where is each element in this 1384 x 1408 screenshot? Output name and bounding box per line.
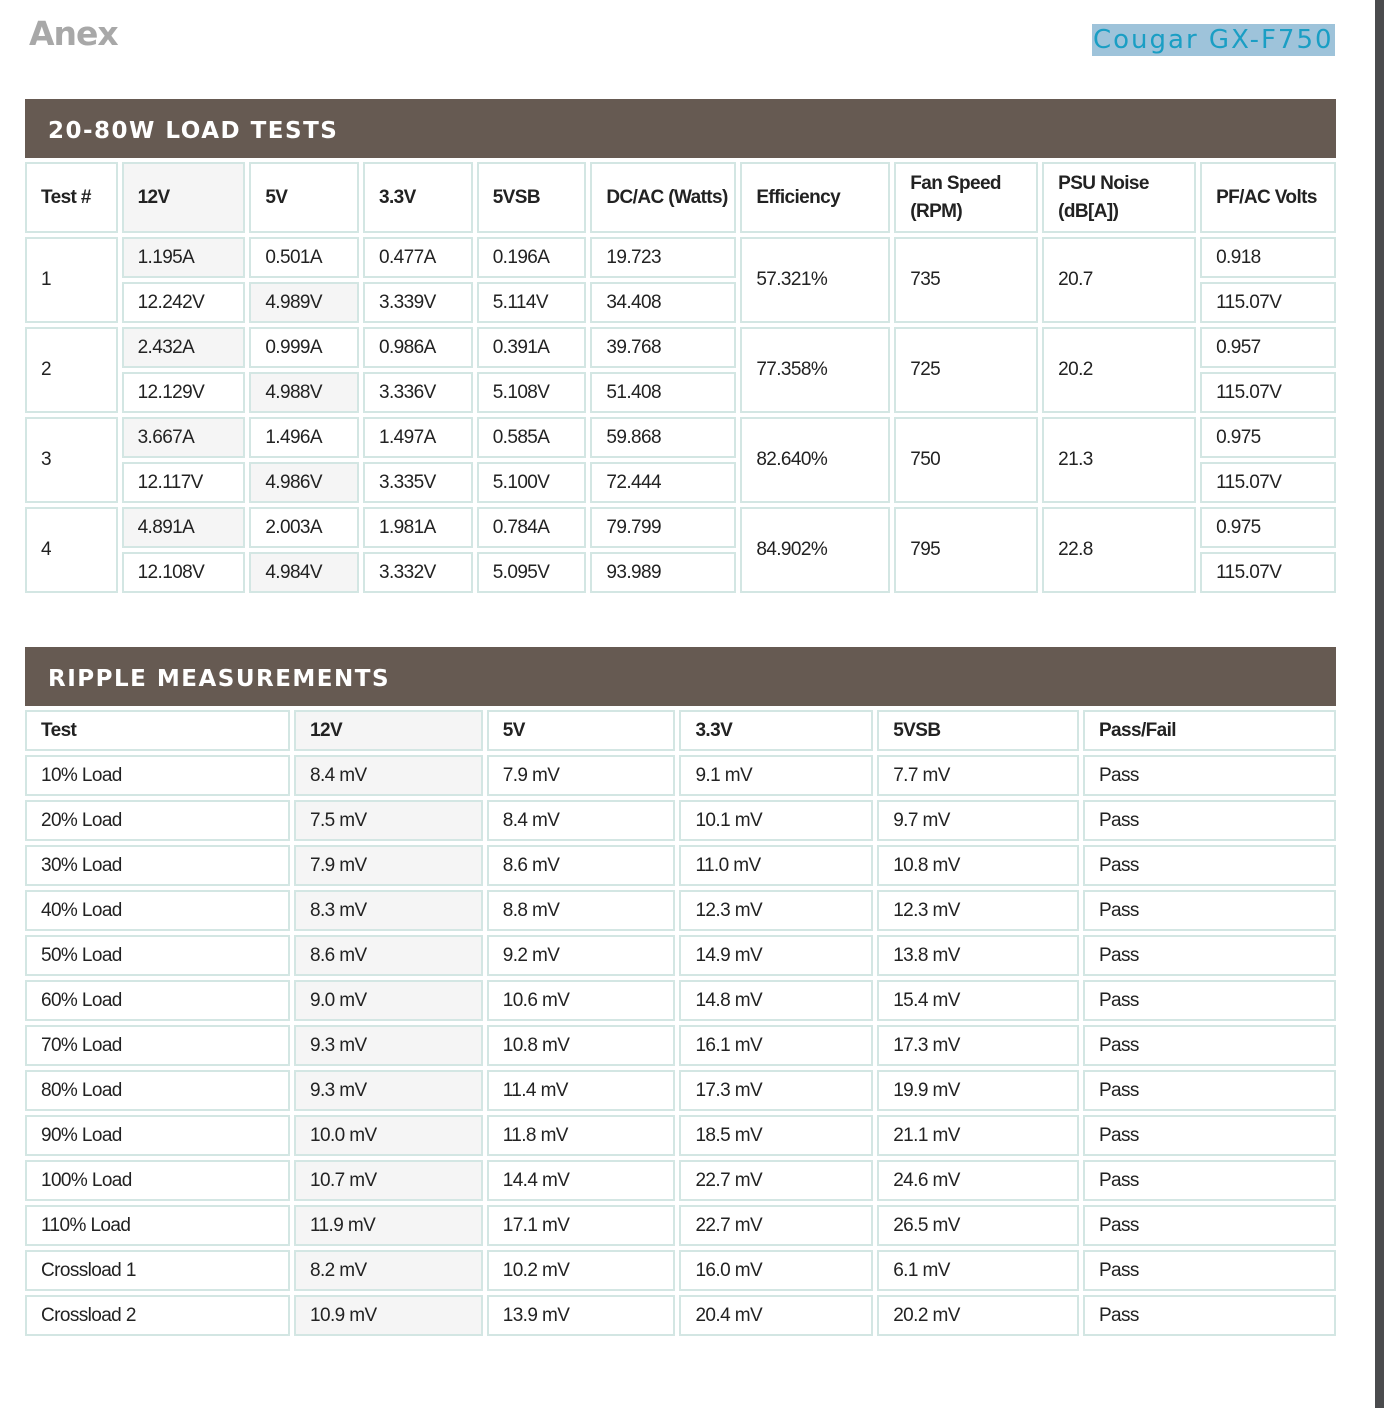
amps-cell: 1.496A: [249, 417, 359, 458]
ripple-cell: 8.3 mV: [294, 890, 483, 931]
pass-fail-cell: Pass: [1083, 845, 1336, 886]
column-header: PSU Noise (dB[A]): [1042, 162, 1196, 233]
volts-cell: 5.095V: [477, 552, 587, 593]
volts-cell: 3.335V: [363, 462, 473, 503]
amps-cell: 2.003A: [249, 507, 359, 548]
ripple-cell: 8.8 mV: [487, 890, 676, 931]
product-model: Cougar GX-F750: [1093, 25, 1334, 55]
column-header: DC/AC (Watts): [590, 162, 736, 233]
load-tests-table: [21, 158, 1340, 597]
table-row: [25, 1115, 1336, 1156]
ripple-cell: 17.3 mV: [877, 1025, 1079, 1066]
amps-cell: 59.868: [590, 417, 736, 458]
ripple-cell: 21.1 mV: [877, 1115, 1079, 1156]
ripple-cell: 10.6 mV: [487, 980, 676, 1021]
ripple-cell: 11.9 mV: [294, 1205, 483, 1246]
volts-cell: 4.988V: [249, 372, 359, 413]
test-label: Crossload 1: [25, 1250, 290, 1291]
amps-cell: 3.667A: [122, 417, 246, 458]
volts-cell: 5.108V: [477, 372, 587, 413]
column-header: 12V: [122, 162, 246, 233]
test-number: 3: [25, 417, 118, 503]
column-header: Test #: [25, 162, 118, 233]
fan-speed-cell: 795: [894, 507, 1038, 593]
amps-cell: 0.986A: [363, 327, 473, 368]
load-tests-heading: 20-80W LOAD TESTS: [25, 99, 1336, 158]
ripple-cell: 10.7 mV: [294, 1160, 483, 1201]
table-row: [25, 845, 1336, 886]
volts-cell: 3.332V: [363, 552, 473, 593]
ripple-cell: 14.4 mV: [487, 1160, 676, 1201]
ripple-cell: 20.2 mV: [877, 1295, 1079, 1336]
volts-cell: 3.339V: [363, 282, 473, 323]
test-number: 1: [25, 237, 118, 323]
table-row: [25, 1025, 1336, 1066]
table-row: [25, 1250, 1336, 1291]
table-row: [25, 1070, 1336, 1111]
ripple-cell: 20.4 mV: [679, 1295, 873, 1336]
efficiency-cell: 77.358%: [740, 327, 890, 413]
ripple-cell: 8.6 mV: [487, 845, 676, 886]
volts-cell: 4.989V: [249, 282, 359, 323]
test-label: 70% Load: [25, 1025, 290, 1066]
ripple-cell: 11.0 mV: [679, 845, 873, 886]
ripple-cell: 24.6 mV: [877, 1160, 1079, 1201]
ripple-table: [21, 706, 1340, 1340]
ripple-cell: 10.9 mV: [294, 1295, 483, 1336]
amps-cell: 39.768: [590, 327, 736, 368]
pass-fail-cell: Pass: [1083, 1025, 1336, 1066]
pass-fail-cell: Pass: [1083, 1070, 1336, 1111]
amps-cell: 0.196A: [477, 237, 587, 278]
ripple-cell: 16.0 mV: [679, 1250, 873, 1291]
ripple-cell: 8.6 mV: [294, 935, 483, 976]
volts-cell: 5.114V: [477, 282, 587, 323]
ripple-cell: 17.3 mV: [679, 1070, 873, 1111]
test-label: 20% Load: [25, 800, 290, 841]
test-number: 4: [25, 507, 118, 593]
test-label: 90% Load: [25, 1115, 290, 1156]
volts-cell: 72.444: [590, 462, 736, 503]
fan-speed-cell: 735: [894, 237, 1038, 323]
ripple-cell: 26.5 mV: [877, 1205, 1079, 1246]
amps-cell: 2.432A: [122, 327, 246, 368]
table-row: [25, 800, 1336, 841]
ripple-cell: 22.7 mV: [679, 1205, 873, 1246]
pass-fail-cell: Pass: [1083, 1250, 1336, 1291]
test-label: 110% Load: [25, 1205, 290, 1246]
pass-fail-cell: Pass: [1083, 935, 1336, 976]
pass-fail-cell: Pass: [1083, 755, 1336, 796]
scrollbar[interactable]: [1375, 0, 1384, 1408]
volts-cell: 5.100V: [477, 462, 587, 503]
ripple-cell: 7.9 mV: [487, 755, 676, 796]
amps-cell: 1.497A: [363, 417, 473, 458]
pass-fail-cell: Pass: [1083, 890, 1336, 931]
power-factor-cell: 0.918: [1200, 237, 1336, 278]
column-header: 5V: [249, 162, 359, 233]
amps-cell: 0.784A: [477, 507, 587, 548]
ripple-cell: 15.4 mV: [877, 980, 1079, 1021]
pass-fail-cell: Pass: [1083, 1160, 1336, 1201]
pass-fail-cell: Pass: [1083, 1115, 1336, 1156]
ripple-cell: 7.9 mV: [294, 845, 483, 886]
ripple-cell: 7.7 mV: [877, 755, 1079, 796]
table-row: [25, 1160, 1336, 1201]
ripple-cell: 10.8 mV: [877, 845, 1079, 886]
column-header: 12V: [294, 710, 483, 751]
test-label: 30% Load: [25, 845, 290, 886]
ripple-cell: 22.7 mV: [679, 1160, 873, 1201]
column-header: 5V: [487, 710, 676, 751]
volts-cell: 34.408: [590, 282, 736, 323]
ripple-cell: 16.1 mV: [679, 1025, 873, 1066]
fan-speed-cell: 725: [894, 327, 1038, 413]
table-row: [25, 1205, 1336, 1246]
ripple-cell: 9.0 mV: [294, 980, 483, 1021]
test-label: 10% Load: [25, 755, 290, 796]
table-row: [25, 417, 1336, 458]
amps-cell: 4.891A: [122, 507, 246, 548]
efficiency-cell: 57.321%: [740, 237, 890, 323]
ripple-cell: 18.5 mV: [679, 1115, 873, 1156]
ripple-cell: 10.1 mV: [679, 800, 873, 841]
ripple-cell: 9.2 mV: [487, 935, 676, 976]
volts-cell: 3.336V: [363, 372, 473, 413]
test-label: Crossload 2: [25, 1295, 290, 1336]
ripple-heading: RIPPLE MEASUREMENTS: [25, 647, 1336, 706]
ac-volts-cell: 115.07V: [1200, 552, 1336, 593]
ripple-cell: 13.8 mV: [877, 935, 1079, 976]
column-header: PF/AC Volts: [1200, 162, 1336, 233]
volts-cell: 51.408: [590, 372, 736, 413]
noise-cell: 21.3: [1042, 417, 1196, 503]
column-header: 3.3V: [679, 710, 873, 751]
ripple-cell: 14.9 mV: [679, 935, 873, 976]
noise-cell: 22.8: [1042, 507, 1196, 593]
test-label: 100% Load: [25, 1160, 290, 1201]
table-row: [25, 980, 1336, 1021]
volts-cell: 4.984V: [249, 552, 359, 593]
table-row: [25, 890, 1336, 931]
pass-fail-cell: Pass: [1083, 800, 1336, 841]
amps-cell: 0.477A: [363, 237, 473, 278]
ripple-cell: 9.7 mV: [877, 800, 1079, 841]
ripple-cell: 12.3 mV: [877, 890, 1079, 931]
pass-fail-cell: Pass: [1083, 980, 1336, 1021]
table-row: [25, 935, 1336, 976]
ripple-cell: 19.9 mV: [877, 1070, 1079, 1111]
ripple-cell: 11.4 mV: [487, 1070, 676, 1111]
column-header: Fan Speed (RPM): [894, 162, 1038, 233]
pass-fail-cell: Pass: [1083, 1295, 1336, 1336]
table-row: [25, 1295, 1336, 1336]
power-factor-cell: 0.957: [1200, 327, 1336, 368]
ripple-cell: 14.8 mV: [679, 980, 873, 1021]
table-row: [25, 237, 1336, 278]
volts-cell: 12.129V: [122, 372, 246, 413]
table-row: [25, 507, 1336, 548]
amps-cell: 0.999A: [249, 327, 359, 368]
ripple-cell: 9.3 mV: [294, 1070, 483, 1111]
table-row: [25, 327, 1336, 368]
ripple-cell: 10.2 mV: [487, 1250, 676, 1291]
column-header: 3.3V: [363, 162, 473, 233]
volts-cell: 4.986V: [249, 462, 359, 503]
power-factor-cell: 0.975: [1200, 507, 1336, 548]
table-row: [25, 755, 1336, 796]
ripple-cell: 13.9 mV: [487, 1295, 676, 1336]
amps-cell: 1.195A: [122, 237, 246, 278]
power-factor-cell: 0.975: [1200, 417, 1336, 458]
ripple-cell: 9.1 mV: [679, 755, 873, 796]
fan-speed-cell: 750: [894, 417, 1038, 503]
test-label: 40% Load: [25, 890, 290, 931]
ripple-cell: 11.8 mV: [487, 1115, 676, 1156]
efficiency-cell: 84.902%: [740, 507, 890, 593]
column-header: Test: [25, 710, 290, 751]
ripple-cell: 17.1 mV: [487, 1205, 676, 1246]
volts-cell: 12.242V: [122, 282, 246, 323]
noise-cell: 20.7: [1042, 237, 1196, 323]
ripple-cell: 8.4 mV: [294, 755, 483, 796]
page-title: Anex: [29, 14, 118, 53]
volts-cell: 12.108V: [122, 552, 246, 593]
test-label: 60% Load: [25, 980, 290, 1021]
ac-volts-cell: 115.07V: [1200, 462, 1336, 503]
amps-cell: 0.585A: [477, 417, 587, 458]
amps-cell: 0.501A: [249, 237, 359, 278]
test-label: 50% Load: [25, 935, 290, 976]
ripple-cell: 8.2 mV: [294, 1250, 483, 1291]
noise-cell: 20.2: [1042, 327, 1196, 413]
ripple-cell: 10.8 mV: [487, 1025, 676, 1066]
amps-cell: 79.799: [590, 507, 736, 548]
column-header: Pass/Fail: [1083, 710, 1336, 751]
column-header: Efficiency: [740, 162, 890, 233]
volts-cell: 12.117V: [122, 462, 246, 503]
volts-cell: 93.989: [590, 552, 736, 593]
ripple-cell: 9.3 mV: [294, 1025, 483, 1066]
ripple-cell: 6.1 mV: [877, 1250, 1079, 1291]
column-header: 5VSB: [477, 162, 587, 233]
ac-volts-cell: 115.07V: [1200, 282, 1336, 323]
column-header: 5VSB: [877, 710, 1079, 751]
pass-fail-cell: Pass: [1083, 1205, 1336, 1246]
efficiency-cell: 82.640%: [740, 417, 890, 503]
ripple-cell: 12.3 mV: [679, 890, 873, 931]
test-number: 2: [25, 327, 118, 413]
ripple-cell: 8.4 mV: [487, 800, 676, 841]
ac-volts-cell: 115.07V: [1200, 372, 1336, 413]
ripple-cell: 7.5 mV: [294, 800, 483, 841]
ripple-cell: 10.0 mV: [294, 1115, 483, 1156]
amps-cell: 0.391A: [477, 327, 587, 368]
amps-cell: 19.723: [590, 237, 736, 278]
test-label: 80% Load: [25, 1070, 290, 1111]
amps-cell: 1.981A: [363, 507, 473, 548]
